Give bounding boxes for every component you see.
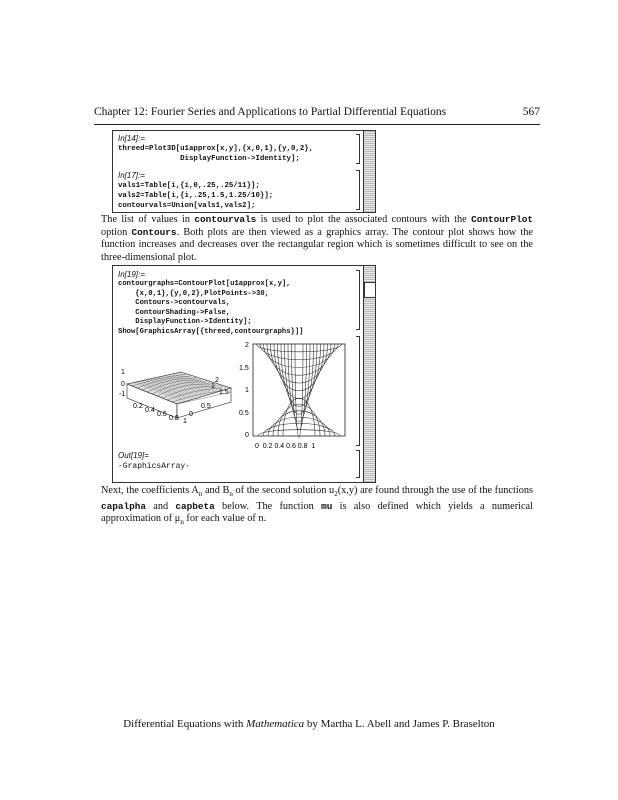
- code-contourplot: ContourPlot: [471, 214, 533, 225]
- in19-label: In[19]:=: [118, 270, 145, 279]
- in17-code[interactable]: vals1=Table[i,{i,0,.25,.25/11}]; vals2=Table[i,{i,.25,1.5,1.25/10}]; contourvals=Union[vals1,vals2];: [118, 182, 274, 210]
- contour-y-tick: 1.5: [239, 365, 249, 372]
- para2-text: of the second solution u: [232, 485, 335, 496]
- surface-plot-3d: [119, 346, 239, 426]
- z-tick: -1: [119, 391, 126, 398]
- para1-text: is used to plot the associated contours with the: [256, 214, 472, 225]
- code-capalpha: capalpha: [101, 500, 147, 512]
- footer-text: Differential Equations with: [123, 718, 247, 730]
- x-tick: 1: [183, 418, 187, 425]
- para2-text: is also defined which yields a numerical approximation of μ: [101, 500, 533, 525]
- in14-code[interactable]: threed=Plot3D[u1approx[x,y],{x,0,1},{y,0,2}, DisplayFunction->Identity];: [118, 145, 314, 163]
- code-capbeta: capbeta: [175, 500, 215, 512]
- z-tick: 0: [121, 381, 125, 388]
- footer-italic: Mathematica: [246, 718, 305, 730]
- vertical-scrollbar[interactable]: [363, 266, 375, 482]
- in19-code[interactable]: contourgraphs=ContourPlot[u1approx[x,y], {x,0,1},{y,0,2},PlotPoints->30, Contours->contourvals, ContourShading->False, DisplayFunction->Identity]; Show[GraphicsArray[{threed,contourgraphs}]]: [118, 280, 304, 336]
- subscript: 2: [334, 490, 338, 499]
- code-contours: Contours: [131, 226, 177, 238]
- contour-x-ticks: 0 0.2 0.4 0.6 0.8 1: [255, 443, 316, 450]
- y-tick: 0.5: [201, 403, 211, 410]
- out19-label: Out[19]=: [118, 451, 149, 460]
- para2-text: Next, the coefficients A: [101, 485, 199, 496]
- subscript: n: [198, 490, 203, 499]
- para2-text: below. The function: [214, 500, 322, 512]
- y-tick-1: 1: [211, 383, 215, 390]
- cell-bracket-graphics[interactable]: [356, 336, 360, 446]
- y-tick: 1.5: [219, 389, 229, 396]
- para1-text: . Both plots are then viewed as a graphics array. The contour plot shows how the function increases and decreases over the rectangular region which is sometimes difficult to see on the three-dimensional plot.: [101, 226, 533, 263]
- para2-text: (x,y) are found through the use of the functions: [337, 485, 534, 496]
- page-footer: [0, 718, 618, 730]
- footer-text: by Martha L. Abell and James P. Braselton: [304, 718, 495, 730]
- code-mu: mu: [321, 500, 333, 512]
- out19-text: -GraphicsArray-: [118, 462, 191, 471]
- cell-bracket-in17[interactable]: [356, 170, 360, 210]
- page-number: 567: [522, 106, 540, 118]
- x-tick: 0.4: [145, 407, 155, 414]
- x-tick: 0.6: [157, 411, 167, 418]
- paragraph-2: [101, 485, 533, 529]
- chapter-title: Chapter 12: Fourier Series and Applications to Partial Differential Equations: [94, 106, 447, 118]
- running-header: [94, 106, 540, 118]
- x-tick: 0.2: [133, 403, 143, 410]
- contour-plot: [239, 338, 353, 452]
- cell-bracket-in14[interactable]: [356, 134, 360, 164]
- x-tick: 0.8: [169, 415, 179, 422]
- contour-y-tick: 0.5: [239, 410, 249, 417]
- cell-bracket-in19[interactable]: [356, 270, 360, 330]
- in17-label: In[17]:=: [118, 171, 145, 180]
- para2-text: for each value of n.: [183, 513, 267, 525]
- vertical-scrollbar[interactable]: [363, 131, 375, 212]
- y-tick: 0: [189, 411, 193, 418]
- notebook-window-1: [112, 130, 376, 213]
- z-tick: 1: [121, 369, 125, 376]
- notebook-window-2: [112, 265, 376, 483]
- in14-label: In[14]:=: [118, 134, 145, 143]
- para1-text: The list of values in: [101, 214, 195, 225]
- para1-text: option: [101, 226, 132, 238]
- contour-y-tick: 1: [245, 387, 249, 394]
- para2-text: and B: [202, 485, 230, 496]
- y-tick: 2: [215, 377, 219, 384]
- contour-y-tick: 2: [245, 342, 249, 349]
- contour-y-tick: 0: [245, 432, 249, 439]
- code-contourvals: contourvals: [194, 214, 257, 225]
- subscript: n: [229, 490, 233, 499]
- header-rule: [94, 124, 540, 125]
- subscript: n: [180, 518, 184, 527]
- cell-bracket-out19[interactable]: [356, 450, 360, 478]
- scrollbar-thumb[interactable]: [364, 282, 376, 298]
- paragraph-1: [101, 214, 533, 264]
- para2-text: and: [146, 500, 176, 512]
